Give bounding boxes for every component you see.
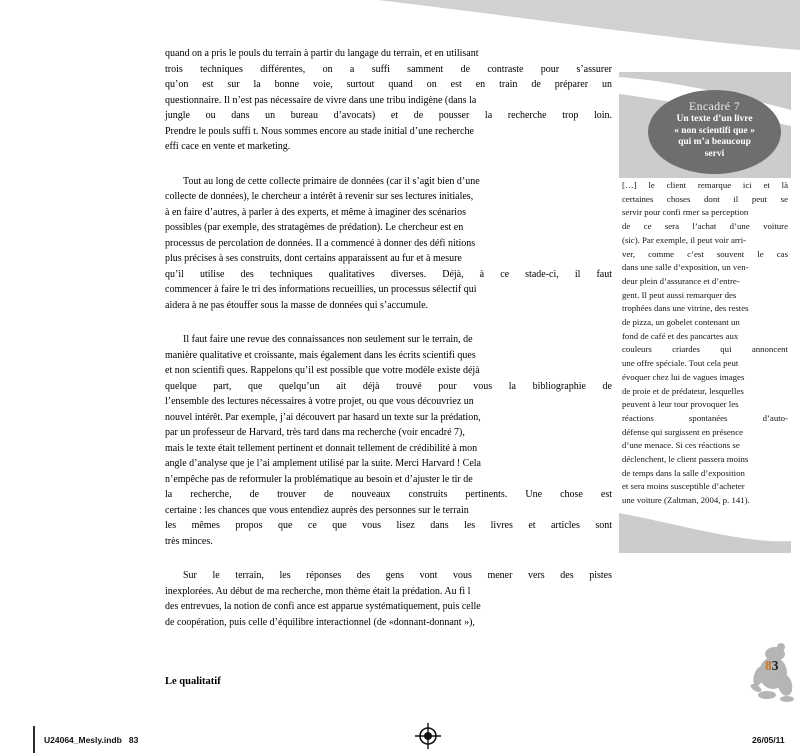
text-line: fond de café et des pancartes aux (622, 330, 739, 341)
text-line: l’ensemble des lectures nécessaires à votre projet, ou que vous découvriez un (165, 396, 474, 407)
text-line: Prendre le pouls suffi t. Nous sommes encore au stade initial d’une recherche (165, 125, 474, 137)
encadre-subtitle-line: Un texte d’un livre (676, 114, 753, 124)
text-line: quelque part, que quelqu’un ait déjà trouvé pour vous la bibliographie de (165, 380, 612, 392)
text-line: une voiture (Zaltman, 2004, p. 141). (622, 495, 750, 506)
crop-mark (33, 726, 35, 753)
text-line: certaines choses dont il peut se (622, 193, 788, 204)
text-line: à en faire d’autres, à parler à des experts, et même à imaginer des scénarios (165, 206, 466, 218)
text-line: réactions spontanées d’auto- (622, 412, 788, 423)
text-line: Il faut faire une revue des connaissances non seulement sur le terrain, de (183, 334, 473, 345)
paragraph (165, 568, 612, 630)
text-line: gent. Il peut aussi remarquer des (622, 289, 737, 300)
text-line: questionnaire. Il n’est pas nécessaire de vivre dans une tribu indigène (dans la (165, 94, 477, 106)
text-line: évoquer chez lui de vagues images (622, 371, 745, 382)
encadre-subtitle-line: « non scientifi que » (674, 125, 755, 136)
text-line: plus précises à ses construits, dont certains apparaissent au fur et à mesure (165, 253, 462, 264)
text-line: de proie et de prédateur, lesquelles (622, 385, 744, 396)
frog-logo-icon (748, 641, 800, 705)
text-line: processus de percolation de données. Il a commencé à donner des défi nitions (165, 237, 476, 249)
print-file-label: U24064_Mesly.indb 83 (44, 735, 139, 745)
text-line: et non scientifi ques. Rappelons qu’il est possible que votre modèle existe déjà (165, 365, 480, 376)
sidebar-footer-block (619, 505, 791, 553)
text-line: dans une salle d’exposition, un ven- (622, 262, 749, 273)
text-line: possibles (par exemple, des stratagèmes de prédation). Le chercheur est en (165, 222, 464, 233)
text-line: déclenchent, le client passera moins (622, 454, 749, 465)
text-line: trois techniques différentes, on a suffi samment de contraste pour s’assurer (165, 63, 612, 75)
text-line: qu’il utilise des techniques qualitatives diverses. Déjà, à ce stade-ci, il faut (165, 268, 612, 280)
text-line: défense qui surgissent en présence (622, 426, 744, 437)
text-line: couleurs criardes qui annoncent (622, 344, 788, 355)
text-line: mais le texte était tellement pertinent et donnait tellement de crédibilité à mon (165, 442, 478, 454)
text-line: par un professeur de Harvard, très tard dans ma recherche (voir encadré 7), (165, 427, 465, 438)
text-line: peuvent à leur tour provoquer les (622, 399, 739, 410)
text-line: trophées dans une vitrine, des restes (622, 303, 749, 314)
text-line: la recherche, de trouver de nouveaux construits pertinents. Une chose est (165, 489, 612, 500)
text-line: inexplorées. Au début de ma recherche, mon thème était la prédation. Au fi l (165, 585, 471, 597)
text-line: (sic). Par exemple, il peut voir arri- (622, 234, 747, 245)
text-line: deur plein d’assurance et d’entre- (622, 275, 740, 286)
text-line: très minces. (165, 535, 213, 547)
text-line: et sera moins susceptible d’acheter (622, 481, 745, 492)
text-line: certaine : les chances que vous entendiez auprès des personnes sur le terrain (165, 504, 469, 516)
paragraph (165, 332, 612, 549)
text-line: jungle ou dans un bureau d’avocats) et de pousser la recherche trop loin. (165, 110, 612, 121)
paragraph (165, 46, 612, 155)
encadre-oval-badge (648, 90, 781, 174)
page-number-digit: 8 (765, 658, 772, 673)
text-line: Tout au long de cette collecte primaire de données (car il s’agit bien d’une (183, 175, 480, 187)
text-line: aidera à ne pas étouffer sous la masse de données qui s’accumule. (165, 299, 429, 311)
encadre-title: Encadré 7 (688, 99, 740, 113)
text-line: Sur le terrain, les réponses des gens vont vous mener vers des pistes (183, 570, 612, 581)
registration-mark-icon (415, 723, 441, 749)
text-line: angle d’analyse que je l’ai amplement utilisé par la suite. Merci Harvard ! Cela (165, 458, 481, 469)
main-text-column (165, 46, 612, 630)
sidebar-header-block (619, 72, 791, 178)
encadre-subtitle-line: qui m’a beaucoup (678, 137, 751, 147)
text-line: servir pour confi rmer sa perception (622, 207, 749, 218)
text-line: qu’on est sur la bonne voie, surtout quand on est en train de préparer un (165, 79, 612, 90)
page-number (765, 658, 779, 674)
sidebar-quote-text (622, 179, 788, 508)
text-line: de temps dans la salle d’exposition (622, 467, 745, 478)
encadre-subtitle-line: servi (704, 148, 725, 159)
text-line: quand on a pris le pouls du terrain à partir du langage du terrain, et en utilisant (165, 48, 479, 59)
page-number-digit: 3 (771, 658, 779, 673)
text-line: manière qualitative et croissante, mais également dans les écrits scientifi ques (165, 349, 476, 361)
text-line: une offre spéciale. Tout cela peut (622, 358, 739, 369)
text-line: les mêmes propos que ce que vous lisez dans les livres et articles sont (165, 520, 612, 531)
text-line: de coopération, puis celle d’équilibre interactionnel (de «donnant-donnant »), (165, 616, 475, 628)
text-line: commencer à faire le tri des informations recueillies, un processus sélectif qui (165, 284, 477, 295)
text-line: nouvel intérêt. Par exemple, j’ai découvert par hasard un texte sur la prédation, (165, 411, 481, 423)
text-line: ver, comme c’est souvent le cas (622, 248, 788, 259)
text-line: de pizza, un gobelet contenant un (622, 317, 740, 328)
text-line: n’empêche pas de reformuler la problématique au besoin et d’ajuster le tir de (165, 473, 473, 485)
text-line: d’une menace. Si ces réactions se (622, 440, 740, 451)
print-date-label: 26/05/11 (752, 735, 785, 745)
text-line: collecte de données), le chercheur a intérêt à revenir sur ses lectures initiales, (165, 191, 474, 202)
text-line: de ce sera l’achat d’une voiture (622, 221, 788, 232)
running-footer-title: Le qualitatif (165, 676, 221, 687)
text-line: effi cace en vente et marketing. (165, 141, 291, 152)
text-line: des entrevues, la notion de confi ance est apparue systématiquement, puis celle (165, 601, 481, 612)
paragraph (165, 174, 612, 314)
text-line: […] le client remarque ici et là (622, 180, 788, 190)
